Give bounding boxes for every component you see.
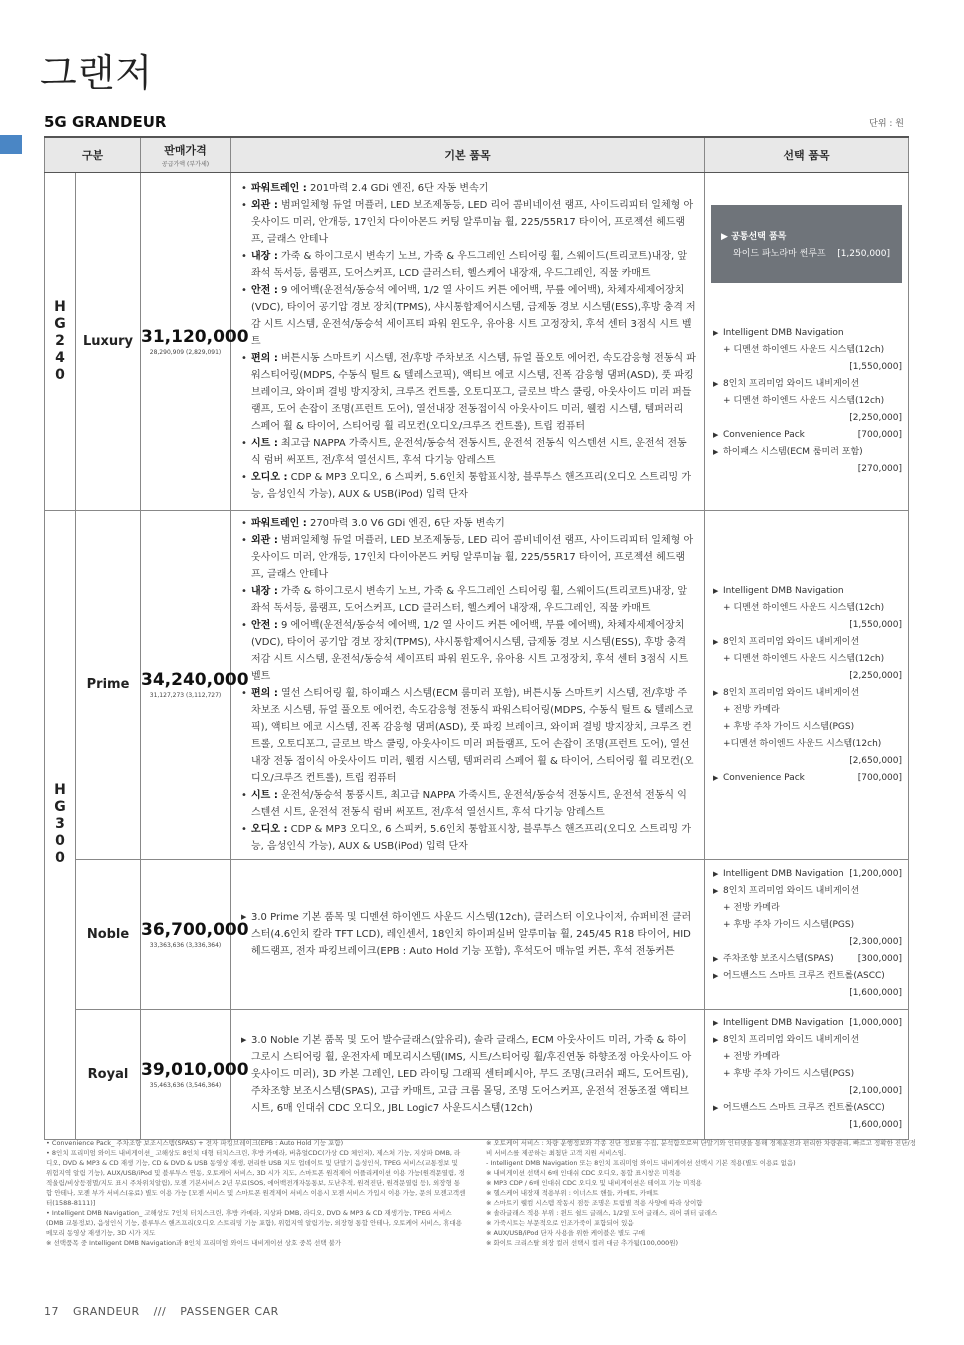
table-row [45, 172, 909, 510]
option-item [711, 770, 902, 787]
basic-item [239, 515, 696, 532]
basic-item [239, 532, 696, 583]
basic-item-key: 파워트레인 : [251, 517, 307, 529]
notes-left [46, 1138, 466, 1248]
bullet-arrow-icon: ▶ [713, 688, 719, 697]
basic-item-text: CDP & MP3 오디오, 6 스피커, 5.6인치 통합표시창, 블루투스 핸즈프리(오디오 스트리밍 가능, 음성인식 가능), AUX & USB(iPod) 입력 단자 [251, 471, 692, 500]
basic-items-cell [231, 1009, 705, 1139]
note-text: • 8인치 프리미엄 와이드 내비게이션_ 고해상도 8인치 대형 터치스크린, 후방 카메라, 버츄얼CDC(가상 CD 체인저), 제스처 기능, 지상파 DMB, 라디오, DVD & MP3 & CD 재생 기능, CD & DVD & USB 동영상 재생, 편리한 USB 지도 업데이트 및 단말기 음성인식, TPEG 서비스(교통정보 및 위험지역 알림 기능), AUX/USB/iPod 및 블루투스 연동, 오토케어 서비스, 3D 시가 지도, 스마트폰 원격제어 어플리케이션 이용 가능(원격문열림, 경적울림/비상등점멸/지도 표시 주차위치알림), 모젠 기본서비스 2년 무료(SOS, 에어백전개자동통보, 도난추적, 원격진단, 원격문열림 등), 외장형 통합 안테나, 모젠 부가 서비스(유료) 별도 이용 가능 [모젠 서비스 및 스마트폰 원격제어 서비스 이용시 모젠 서비스 가입시 이용 가능, 문의 모젠고객센터(1588-8111)] [46, 1149, 466, 1207]
basic-item-key: 편의 : [251, 687, 278, 699]
option-item [711, 583, 902, 634]
note-text: ※ MP3 CDP / 6매 인대쉬 CDC 오디오 및 내비게이션은 테이프 기능 미적용 [486, 1179, 702, 1187]
summary-item [239, 909, 696, 960]
bullet-arrow-icon: ▶ [713, 887, 719, 895]
model-title: 5G GRANDEUR [44, 113, 167, 131]
basic-item-key: 시트 : [251, 789, 278, 801]
bullet-arrow-icon: ▶ [241, 1035, 247, 1044]
price-sub: 33,363,636 (3,336,364) [149, 941, 222, 949]
unit-label: 단위 : 원 [869, 119, 904, 129]
option-item [711, 951, 902, 968]
basic-item [239, 821, 696, 855]
option-row [723, 770, 902, 787]
footer [44, 1305, 289, 1318]
price-cell [141, 510, 249, 859]
price-cell [141, 172, 249, 510]
option-price: [700,000] [857, 429, 903, 440]
price-cell [141, 859, 249, 1009]
table-header-row [45, 137, 909, 172]
option-label: 8인치 프리미엄 와이드 내비게이션 [723, 636, 860, 647]
price-cell [141, 1009, 249, 1139]
series-cell [45, 510, 76, 1139]
basic-item-text: 9 에어백(운전석/동승석 에어백, 1/2 열 사이드 커튼 에어백, 무릎 에어백), 차체자세제어장치(VDC), 타이어 공기압 경보 장치(TPMS), 샤시통합제어시스템, 급제동 경보 시스템(ESS),후방 충격 저감 시트 시스템, 운전석/동승석 세이프티 파워 윈도우, 유아용 시트 고정장치, 후석 센터 3점식 시트 벨트 [251, 284, 696, 347]
basic-item-text: CDP & MP3 오디오, 6 스피커, 5.6인치 통합표시창, 블루투스 핸즈프리(오디오 스트리밍 가능, 음성인식 가능), AUX & USB(iPod) 입력 단자 [251, 823, 692, 852]
option-item [711, 376, 902, 427]
option-label: + 디멘션 하이엔드 사운드 시스템(12ch) [723, 653, 885, 664]
trim-name: Prime [76, 510, 141, 859]
option-label: + 후방 주차 가이드 시스템(PGS) [723, 1068, 855, 1079]
page-number: 17 [44, 1305, 59, 1318]
option-label: + 후방 주차 가이드 시스템(PGS) [723, 920, 855, 930]
option-label: 어드밴스드 스마트 크루즈 컨트롤(ASCC) [723, 1102, 885, 1113]
basic-item [239, 617, 696, 685]
note-text: ※ 헬스케어 내장재 적용부위 : 이너스트 핸들, 카매트, 카매트 [486, 1189, 659, 1197]
basic-item-text: 최고급 NAPPA 가죽시트, 운전석/동승석 전동시트, 운전석 전동식 익스텐션 시트, 운전석 전동식 럼버 써포트, 전/후석 열선시트, 후석 다기능 암레스트 [251, 437, 687, 466]
option-item [711, 1032, 902, 1100]
note-text: • Convenience Pack_ 주차조향 보조시스템(SPAS) + 전자 파킹브레이크(EPB : Auto Hold 기능 포함) [46, 1139, 344, 1147]
note-text: ※ 내비게이션 선택시 6매 인대쉬 CDC 오디오, 통합 표시창은 미적용 [486, 1169, 682, 1177]
series-char: 3 [55, 816, 65, 832]
basic-item [239, 350, 696, 435]
option-price: [270,000] [857, 463, 903, 474]
option-row [723, 866, 902, 883]
series-char: H [54, 298, 66, 315]
option-label: + 후방 주차 가이드 시스템(PGS) [723, 721, 855, 732]
basic-item-key: 안전 : [251, 284, 278, 296]
basic-item-text: 가죽 & 하이그로시 변속기 노브, 가죽 & 우드그레인 스티어링 휠, 스웨이드(트리코트)내장, 앞좌석 독서등, 룸램프, 도어스커프, LCD 클러스터, 헬스케어 내장재, 우드그레인, 직물 카매트 [251, 585, 688, 614]
basic-item [239, 197, 696, 248]
note-text: ※ 스마트키 웰컴 시스템 작동시 점등 조명은 트림별 적용 사양에 따라 상이함 [486, 1199, 703, 1207]
basic-items-cell [231, 510, 705, 859]
option-label: Convenience Pack [723, 429, 805, 440]
footer-section: PASSENGER CAR [180, 1305, 279, 1318]
price-main: 31,120,000 [141, 326, 249, 347]
option-label: 8인치 프리미엄 와이드 내비게이션 [723, 886, 860, 896]
bullet-arrow-icon: ▶ [713, 955, 719, 963]
footer-separator: /// [153, 1305, 167, 1318]
option-item [711, 444, 902, 478]
option-label: + 전방 카메라 [723, 1051, 780, 1062]
basic-items-cell [231, 859, 705, 1009]
price-sub: 35,463,636 (3,546,364) [149, 1081, 222, 1089]
option-item [711, 325, 902, 376]
header-category: 구분 [45, 137, 141, 172]
summary-item [239, 1032, 696, 1117]
note-text: ※ 솔라글래스 적용 부위 : 윈드 쉴드 글래스, 1/2열 도어 글래스, 리어 쿼터 글래스 [486, 1209, 718, 1217]
option-price: [2,250,000] [849, 670, 903, 681]
bullet-arrow-icon: ▶ [713, 972, 719, 980]
option-label: + 전방 카메라 [723, 704, 780, 715]
basic-item-text: 가죽 & 하이그로시 변속기 노브, 가죽 & 우드그레인 스티어링 휠, 스웨이드(트리코트)내장, 앞좌석 독서등, 룸램프, 도어스커프, LCD 클러스터, 헬스케어 내장재, 우드그레인, 직물 카매트 [251, 250, 688, 279]
option-item [711, 427, 902, 444]
common-item: 와이드 파노라마 썬루프 [733, 248, 826, 259]
bullet-arrow-icon: ▶ [713, 1103, 719, 1112]
basic-item-text: 270마력 3.0 V6 GDi 엔진, 6단 자동 변속기 [306, 517, 505, 529]
option-item [711, 866, 902, 883]
note-text: ※ 선택품목 중 Intelligent DMB Navigation과 8인치 프리미엄 와이드 내비게이션 상호 중복 선택 불가 [46, 1239, 342, 1247]
price-main: 34,240,000 [141, 670, 249, 690]
note-text: • Intelligent DMB Navigation_ 고해상도 7인치 터치스크린, 후방 카메라, 지상파 DMB, 라디오, DVD & MP3 & CD 재생기능, TPEG 서비스(DMB 교통정보), 음성인식 기능, 블루투스 핸즈프리(오디오 스트리밍 기능 포함), 위험지역 알림기능, 외장형 통합 안테나, 오토케어 서비스, 휴대용 메모리 동영상 재생기능, 3D 시가 지도 [46, 1209, 463, 1237]
option-label: 어드밴스드 스마트 크루즈 컨트롤(ASCC) [723, 971, 885, 981]
option-label: 8인치 프리미엄 와이드 내비게이션 [723, 1034, 860, 1045]
option-label: 8인치 프리미엄 와이드 내비게이션 [723, 378, 860, 389]
table-row [45, 510, 909, 859]
note-text: - Intelligent DMB Navigation 또는 8인치 프리미엄 와이드 내비게이션 선택시 기본 적용(별도 이용료 없음) [486, 1159, 796, 1167]
basic-list [239, 180, 696, 503]
option-price: [300,000] [857, 954, 903, 964]
basic-item [239, 248, 696, 282]
option-price: [2,100,000] [849, 1085, 903, 1096]
basic-item-text: 버튼시동 스마트키 시스템, 전/후방 주차보조 시스템, 듀얼 풀오토 에어컨, 속도감응형 전동식 파워스티어링(MDPS, 수동식 틸트 & 텔레스코픽), 액티브 에코 시스템, 진폭 감응형 댐퍼(ASD), 풋 파킹 브레이크, 와이퍼 결빙 방지장치, 크루즈 컨트롤, 오토디포그, 글로브 박스 쿨링, 아웃사이드 미러 퍼들램프, 도어 손잡이 조명(프런트 도어), 열선내장 전동접이식 아웃사이드 미러, 웰컴 시스템, 템퍼러리 스페어 휠 & 타이어, 스티어링 휠 리모컨(오디오/크루즈 컨트롤), 트립 컴퓨터 [251, 352, 696, 432]
option-row [723, 427, 902, 444]
basic-item [239, 685, 696, 787]
option-price: [1,550,000] [849, 619, 903, 630]
basic-item-key: 내장 : [251, 250, 278, 262]
bullet-arrow-icon: ▶ [713, 870, 719, 878]
table-row [45, 859, 909, 1009]
trim-name: Noble [76, 859, 141, 1009]
bullet-arrow-icon: ▶ [713, 447, 719, 456]
option-label: 8인치 프리미엄 와이드 내비게이션 [723, 687, 860, 698]
basic-item-key: 오디오 : [251, 823, 288, 835]
series-char: 0 [55, 833, 65, 849]
options-cell [705, 510, 909, 859]
series-char: 4 [55, 349, 65, 366]
header-price: 판매가격 공급가액 (부가세) [141, 137, 231, 172]
common-title [721, 229, 890, 246]
bullet-arrow-icon: ▶ [713, 1018, 719, 1027]
basic-item-text: 운전석/동승석 통풍시트, 최고급 NAPPA 가죽시트, 운전석/동승석 전동시트, 운전석 전동식 익스텐션 시트, 운전석 전동식 럼버 써포트, 전/후석 열선시트, 후석 다기능 암레스트 [251, 789, 687, 818]
common-title-text: 공통선택 품목 [731, 231, 787, 242]
option-item [711, 685, 902, 770]
basic-item-text: 범퍼일체형 듀얼 머플러, LED 보조제동등, LED 리어 콤비네이션 램프, 사이드리피터 일체형 아웃사이드 미러, 안개등, 17인치 다이아몬드 커팅 알루미늄 휠, 225/55R17 타이어, 프로젝션 헤드램프, 글래스 안테나 [251, 199, 694, 245]
summary-text: 3.0 Prime 기본 품목 및 디멘션 하이엔드 사운드 시스템(12ch), 클러스터 이오나이저, 슈퍼비전 클러스터(4.6인치 칼라 TFT LCD), 레인센서, 18인치 하이퍼실버 알루미늄 휠, 245/45 R18 타이어, HID 헤드램프, 전자 파킹브레이크(EPB : Auto Hold 기능 포함), 후석도어 매뉴얼 커튼, 후석 전동커튼 [251, 911, 692, 957]
option-price: [2,650,000] [849, 755, 903, 766]
basic-item-text: 열선 스티어링 휠, 하이패스 시스템(ECM 룸미러 포함), 버튼시동 스마트키 시스템, 전/후방 주차보조 시스템, 듀얼 풀오토 에어컨, 속도감응형 전동식 파워스티어링(MDPS, 수동식 틸트 & 텔레스코픽), 액티브 에코 시스템, 진폭 감응형 댐퍼(ASD), 풋 파킹 브레이크, 와이퍼 결빙 방지장치, 크루즈 컨트롤, 오토디포그, 글로브 박스 쿨링, 아웃사이드 미러 퍼들램프, 도어 손잡이 조명(프런트 도어), 열선내장 전동 접이식 아웃사이드 미러, 웰컴 시스템, 템퍼러리 스페어 휠 & 타이어, 스티어링 휠 리모컨(오디오/크루즈 컨트롤), 트립 컴퓨터 [251, 687, 694, 784]
option-price: [2,300,000] [849, 937, 903, 947]
basic-item-key: 편의 : [251, 352, 278, 364]
options-cell [705, 859, 909, 1009]
note-text: ※ AUX/USB/iPod 단자 사용을 위한 케이블은 별도 구매 [486, 1229, 646, 1237]
bullet-arrow-icon: ▶ [713, 328, 719, 337]
option-price: [1,550,000] [849, 361, 903, 372]
series-char: G [54, 315, 66, 332]
option-label: + 전방 카메라 [723, 903, 780, 913]
option-label: Convenience Pack [723, 772, 805, 783]
series-char: H [54, 782, 66, 798]
series-char: 0 [55, 850, 65, 866]
common-options-box [711, 205, 902, 283]
basic-list [239, 515, 696, 855]
option-label: Intelligent DMB Navigation [723, 585, 844, 596]
option-price: [1,600,000] [849, 1119, 903, 1130]
series-char: G [54, 799, 66, 815]
options-cell [705, 1009, 909, 1139]
price-sub: 28,290,909 (2,829,091) [149, 348, 222, 356]
trim-name: Luxury [76, 172, 141, 510]
spec-table [44, 136, 909, 1140]
option-item [711, 634, 902, 685]
table-row [45, 1009, 909, 1139]
option-label: + 디멘션 하이엔드 사운드 시스템(12ch) [723, 395, 885, 406]
bullet-arrow-icon: ▶ [241, 912, 247, 921]
bullet-arrow-icon: ▶ [713, 1035, 719, 1044]
basic-item-key: 외관 : [251, 199, 278, 211]
note-text: ※ 오토케어 서비스 : 차량 운행정보와 각종 진단 정보를 수집, 분석함으로써 단말기와 인터넷을 통해 경제운전과 편리한 차량관리, 빠르고 정확한 진단/정비 서비스를 제공하는 최첨단 고객 지원 서비스임. [486, 1139, 916, 1157]
note-text: ※ 화이트 크리스탈 외장 컬러 선택시 컬러 대금 추가됨(100,000원) [486, 1239, 679, 1247]
basic-item-key: 안전 : [251, 619, 278, 631]
option-item [711, 1100, 902, 1134]
option-price: [1,000,000] [849, 1017, 903, 1028]
option-item [711, 883, 902, 951]
options-cell [705, 172, 909, 510]
option-price: [2,250,000] [849, 412, 903, 423]
summary-text: 3.0 Noble 기본 품목 및 도어 발수글래스(앞유리), 솔라 글래스, ECM 아웃사이드 미러, 가죽 & 하이그로시 스티어링 휠, 운전자세 메모리시스템(IMS, 시트/스티어링 휠/후진연동 하향조정 아웃사이드 아웃사이드 미러), 3D 카본 그레인, LED 라이팅 그래픽 센터페시아, 무드 조명(크러쉬 패드, 도어트림), 주차조향 보조시스템(SPAS), 고급 카매트, 고급 크롬 몰딩, 조명 도어스커프, 운전석 전동조절 액티브 시트, 6매 인대쉬 CDC 오디오, JBL Logic7 사운드시스템(12ch) [251, 1034, 692, 1114]
header-basic: 기본 품목 [231, 137, 705, 172]
option-item [711, 968, 902, 1002]
common-option-row [721, 246, 890, 263]
basic-item-key: 내장 : [251, 585, 278, 597]
bullet-arrow-icon: ▶ [713, 379, 719, 388]
side-tab-marker [0, 135, 22, 154]
option-label: Intelligent DMB Navigation [723, 869, 844, 879]
basic-item [239, 435, 696, 469]
bullet-arrow-icon: ▶ [713, 773, 719, 782]
series-char: 2 [55, 332, 65, 349]
price-main: 36,700,000 [141, 919, 249, 940]
basic-item [239, 787, 696, 821]
basic-item [239, 583, 696, 617]
note-text: ※ 가죽시트는 부문적으로 인조가죽이 포함되어 있음 [486, 1219, 634, 1227]
bullet-arrow-icon: ▶ [713, 637, 719, 646]
option-row [723, 1015, 902, 1032]
basic-item-key: 시트 : [251, 437, 278, 449]
bullet-arrow-icon: ▶ [713, 586, 719, 595]
bullet-arrow-icon: ▶ [721, 231, 732, 242]
price-main: 39,010,000 [141, 1059, 249, 1080]
notes-right [486, 1138, 916, 1248]
basic-item [239, 180, 696, 197]
footer-brand: GRANDEUR [73, 1305, 140, 1318]
option-price: [700,000] [857, 772, 903, 783]
option-item [711, 1015, 902, 1032]
option-label: + 디멘션 하이엔드 사운드 시스템(12ch) [723, 602, 885, 613]
option-label: 주차조향 보조시스템(SPAS) [723, 954, 834, 964]
trim-name: Royal [76, 1009, 141, 1139]
option-price: [1,600,000] [849, 988, 903, 998]
option-label: +디멘션 하이엔드 사운드 시스템(12ch) [723, 738, 882, 749]
basic-items-cell [231, 172, 705, 510]
option-label: Intelligent DMB Navigation [723, 1017, 844, 1028]
basic-item-key: 오디오 : [251, 471, 288, 483]
page-title: 그랜저 [40, 51, 154, 95]
basic-item-text: 범퍼일체형 듀얼 머플러, LED 보조제동등, LED 리어 콤비네이션 램프, 사이드리피터 일체형 아웃사이드 미러, 안개등, 17인치 다이아몬드 커팅 알루미늄 휠, 225/55R17 타이어, 프로젝션 헤드램프, 글래스 안테나 [251, 534, 694, 580]
series-char: 0 [55, 366, 65, 383]
bullet-arrow-icon: ▶ [713, 430, 719, 439]
price-sub: 31,127,273 (3,112,727) [149, 692, 222, 699]
option-row [723, 951, 902, 968]
common-price: [1,250,000] [837, 248, 891, 259]
option-label: Intelligent DMB Navigation [723, 327, 844, 338]
basic-item [239, 282, 696, 350]
basic-item-key: 파워트레인 : [251, 182, 307, 194]
header-options: 선택 품목 [705, 137, 909, 172]
series-cell [45, 172, 76, 510]
option-price: [1,200,000] [849, 869, 903, 879]
basic-item-text: 9 에어백(운전석/동승석 에어백, 1/2 열 사이드 커튼 에어백, 무릎 에어백), 차체자세제어장치(VDC), 타이어 공기압 경보 장치(TPMS), 샤시통합제어시스템, 급제동 경보 시스템(ESS), 후방 충격 저감 시트 시스템, 운전석/동승석 세이프티 파워 윈도우, 유아용 시트 고정장치, 후석 센터 3점식 시트 벨트 [251, 619, 689, 682]
option-label: 하이패스 시스템(ECM 룸미러 포함) [723, 446, 863, 457]
basic-item [239, 469, 696, 503]
basic-item-key: 외관 : [251, 534, 278, 546]
basic-item-text: 201마력 2.4 GDi 엔진, 6단 자동 변속기 [306, 182, 489, 194]
option-label: + 디멘션 하이엔드 사운드 시스템(12ch) [723, 344, 885, 355]
